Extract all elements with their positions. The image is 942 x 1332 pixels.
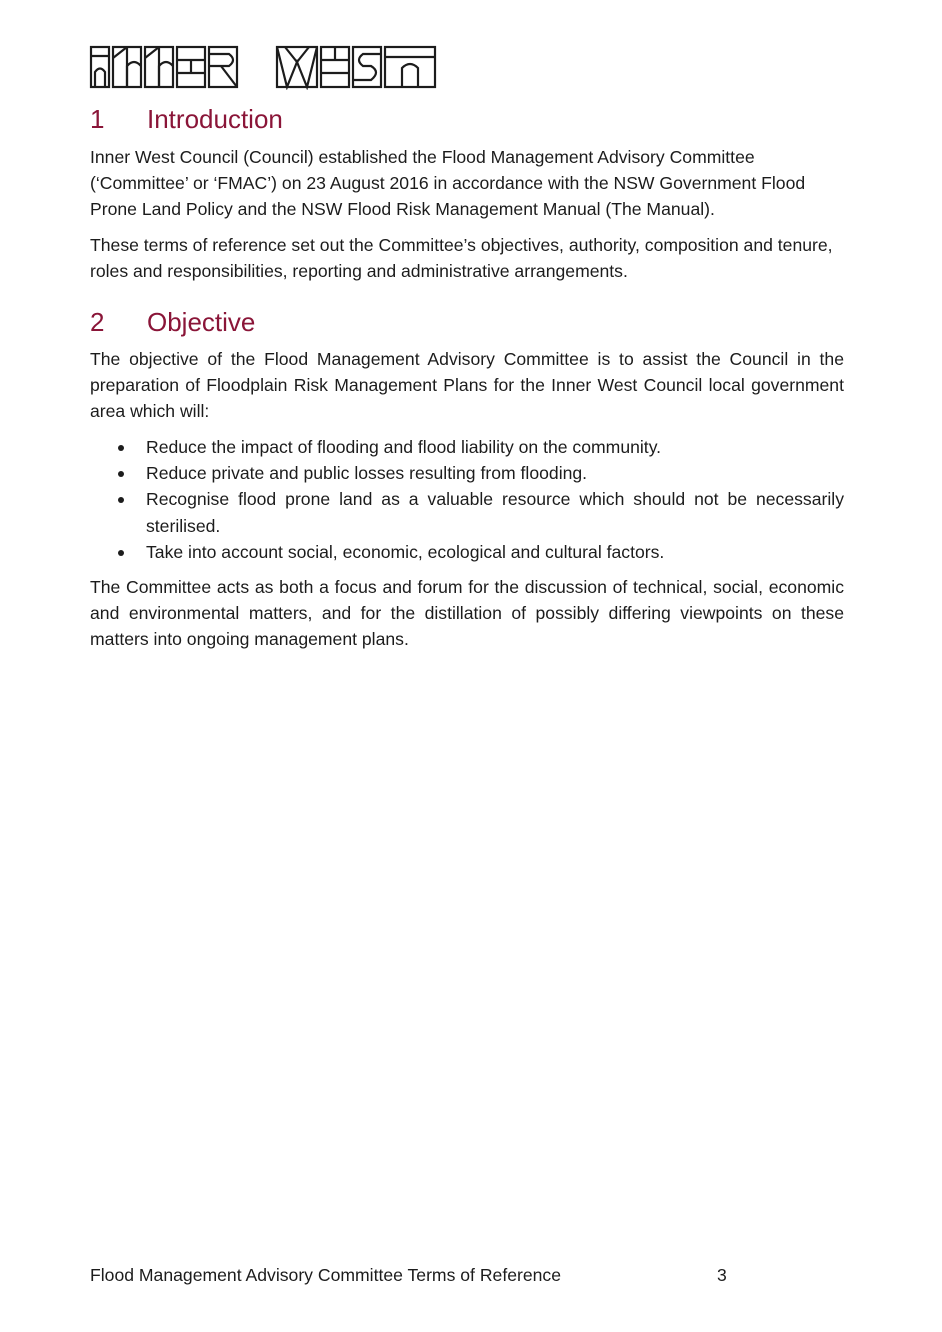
list-item-text: Take into account social, economic, ecological and cultural factors. [146,541,665,562]
bullet-icon [118,497,124,503]
list-item [90,434,844,460]
section-number: 1 [90,104,105,134]
section-heading-objective [90,307,255,337]
list-item [90,460,844,486]
objective-bullet-list [90,434,844,565]
introduction-paragraph: Inner West Council (Council) established the Flood Management Advisory Committee (‘Committee’ or ‘FMAC’) on 23 August 2016 in accordance with the NSW Government Flood Prone Land Policy and the NSW Flood Risk Management Manual (The Manual). [90,147,806,220]
list-item [90,486,844,538]
inner-west-logo [89,44,443,90]
section-heading-introduction [90,104,283,134]
objective-intro-paragraph: The objective of the Flood Management Advisory Committee is to assist the Council in the preparation of Floodplain Risk Management Plans for the Inner West Council local government area which will: [90,349,844,422]
bullet-icon [118,471,124,477]
footer-document-title: Flood Management Advisory Committee Terms of Reference [90,1265,562,1285]
introduction-paragraph: These terms of reference set out the Committee’s objectives, authority, composition and tenure, roles and responsibilities, reporting and administrative arrangements. [90,235,833,282]
footer-page-number: 3 [717,1265,727,1285]
list-item-text: Recognise flood prone land as a valuable resource which should not be necessarily sterilised. [146,489,844,536]
list-item-text: Reduce the impact of flooding and flood liability on the community. [146,437,662,457]
list-item [90,539,844,565]
section-number: 2 [90,307,105,337]
bullet-icon [118,445,124,451]
list-item-text: Reduce private and public losses resulting from flooding. [146,463,588,484]
section-title: Introduction [147,104,283,134]
objective-closing-paragraph: The Committee acts as both a focus and forum for the discussion of technical, social, economic and environmental matters, and for the distillation of possibly differing viewpoints on these matters into ongoing management plans. [90,577,844,650]
section-title: Objective [147,307,256,337]
bullet-icon [118,550,124,556]
